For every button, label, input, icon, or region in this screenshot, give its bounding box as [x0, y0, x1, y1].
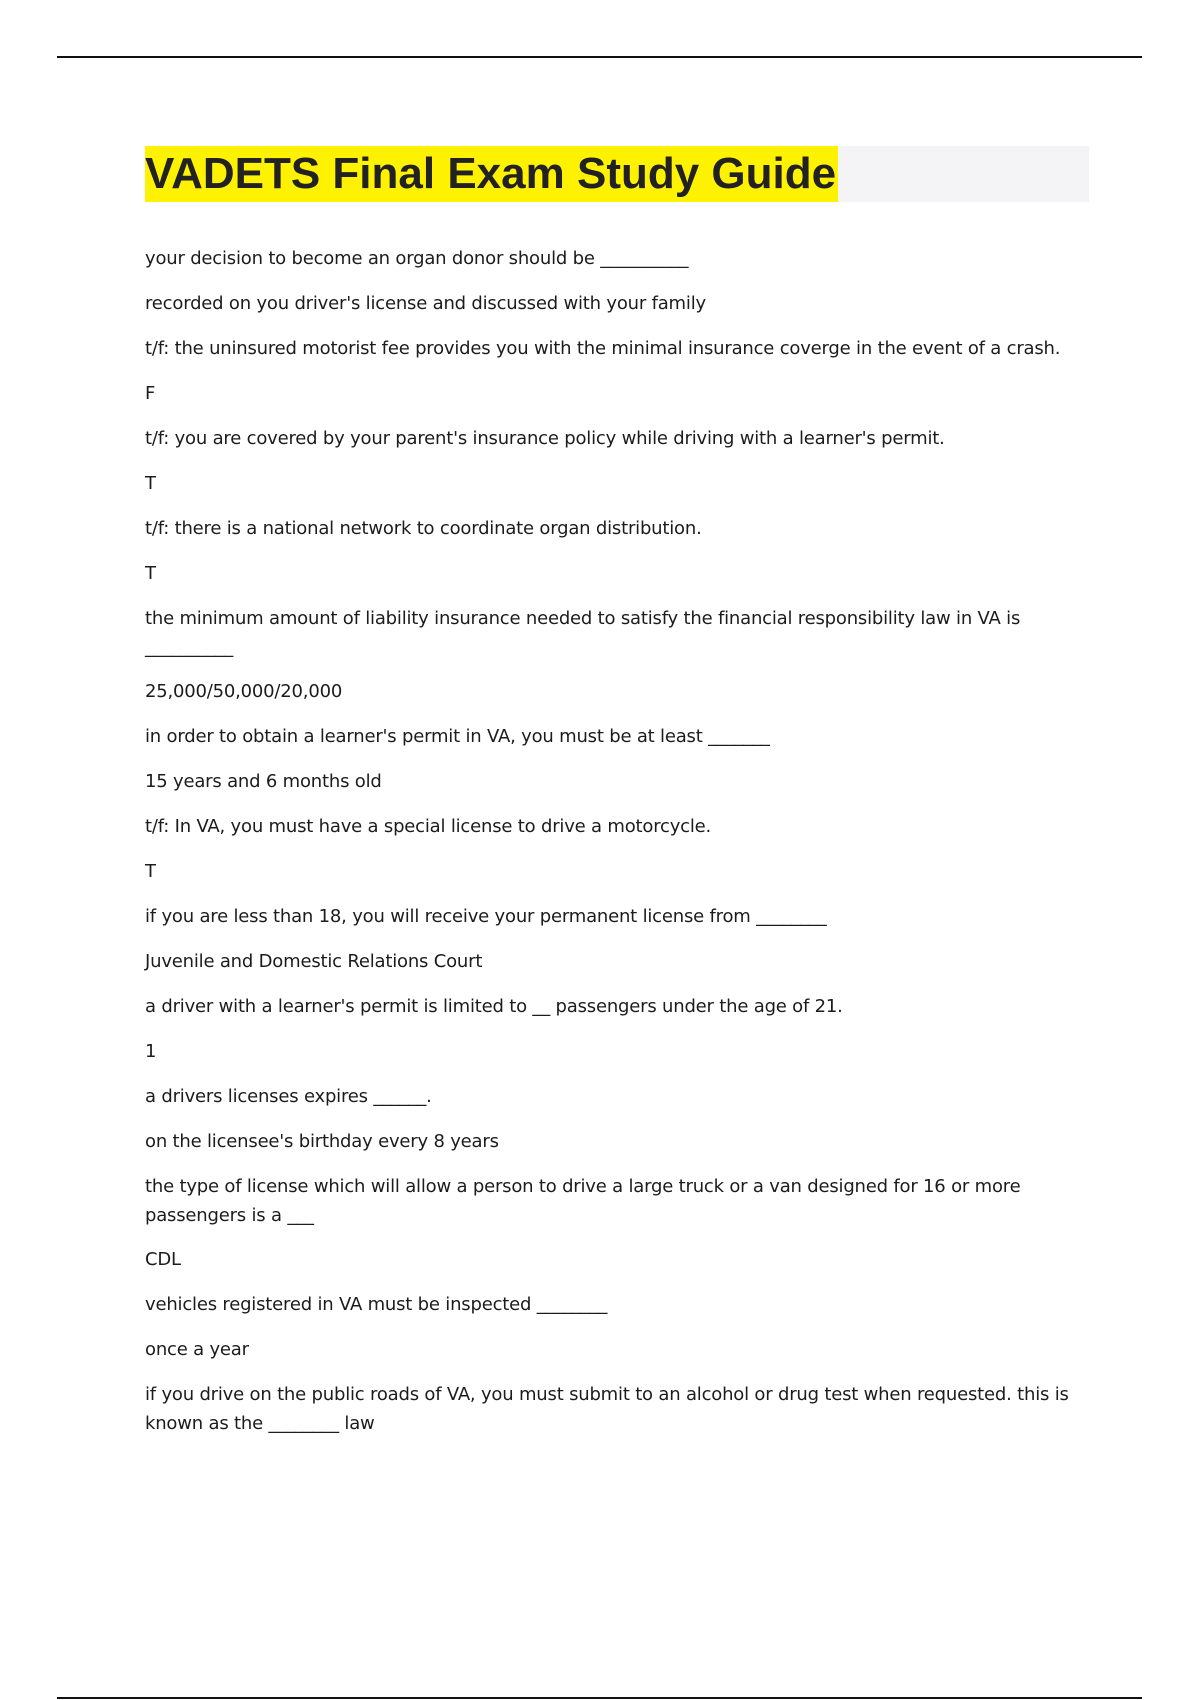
answer-line: 15 years and 6 months old	[145, 771, 382, 792]
answer-line: 1	[145, 1041, 157, 1062]
answer-line: CDL	[145, 1249, 181, 1270]
bottom-rule	[57, 1697, 1142, 1699]
answer-line: once a year	[145, 1339, 249, 1360]
question-line: the minimum amount of liability insurance needed to satisfy the financial responsibility law in VA is __________	[145, 608, 1021, 658]
question-line: t/f: there is a national network to coordinate organ distribution.	[145, 518, 702, 539]
answer-line: on the licensee's birthday every 8 years	[145, 1131, 499, 1152]
question-line: your decision to become an organ donor should be __________	[145, 248, 689, 269]
question-line: if you drive on the public roads of VA, you must submit to an alcohol or drug test when requested. this is known as the ________ law	[145, 1384, 1069, 1434]
question-answer-list	[145, 244, 1095, 1453]
question-line: if you are less than 18, you will receive your permanent license from ________	[145, 906, 827, 927]
answer-line: T	[145, 563, 156, 584]
top-rule	[57, 56, 1142, 58]
question-line: a driver with a learner's permit is limited to __ passengers under the age of 21.	[145, 996, 843, 1017]
question-line: the type of license which will allow a person to drive a large truck or a van designed for 16 or more passengers is a ___	[145, 1176, 1021, 1226]
answer-line: recorded on you driver's license and discussed with your family	[145, 293, 706, 314]
question-line: in order to obtain a learner's permit in VA, you must be at least _______	[145, 726, 770, 747]
question-line: vehicles registered in VA must be inspected ________	[145, 1294, 608, 1315]
answer-line: T	[145, 861, 156, 882]
document-title: VADETS Final Exam Study Guide	[145, 146, 838, 202]
question-line: t/f: you are covered by your parent's insurance policy while driving with a learner's permit.	[145, 428, 945, 449]
answer-line: T	[145, 473, 156, 494]
answer-line: Juvenile and Domestic Relations Court	[145, 951, 483, 972]
answer-line: 25,000/50,000/20,000	[145, 681, 343, 702]
question-line: t/f: In VA, you must have a special license to drive a motorcycle.	[145, 816, 712, 837]
answer-line: F	[145, 383, 156, 404]
question-line: a drivers licenses expires ______.	[145, 1086, 432, 1107]
question-line: t/f: the uninsured motorist fee provides you with the minimal insurance coverge in the event of a crash.	[145, 338, 1061, 359]
